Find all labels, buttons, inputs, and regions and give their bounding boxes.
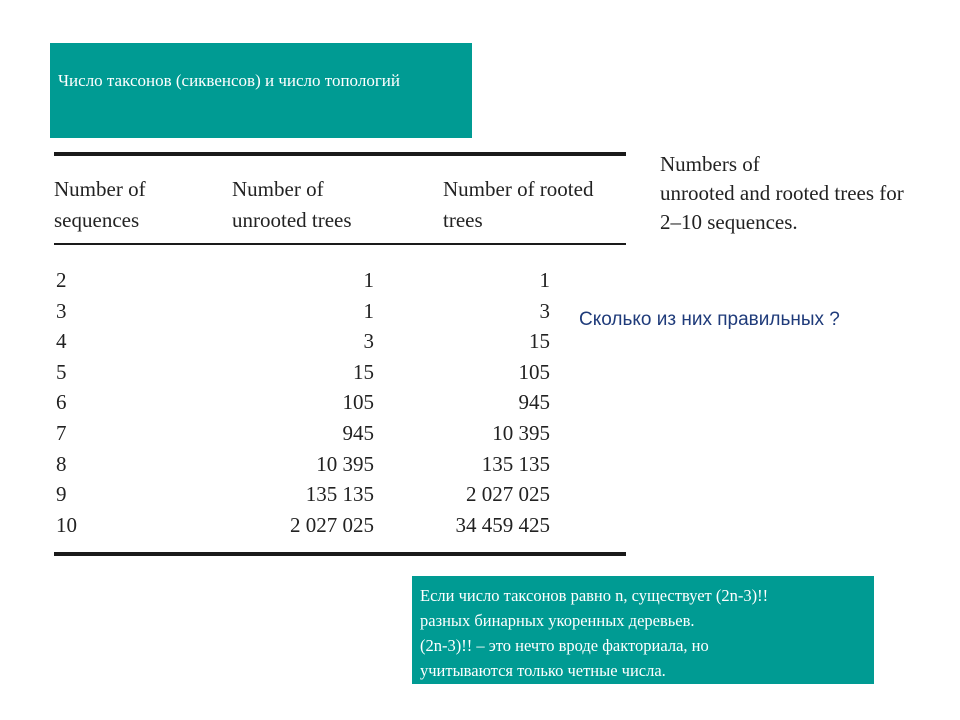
caption-line: Numbers of: [660, 152, 760, 176]
cell-unrooted: 15: [353, 359, 374, 384]
table-row: [54, 387, 626, 418]
cell-rooted: 15: [529, 329, 550, 354]
caption-line: unrooted and rooted trees for: [660, 181, 904, 205]
header-line: Number of: [54, 177, 146, 201]
caption-line: 2–10 sequences.: [660, 210, 798, 234]
cell-rooted: 135 135: [481, 451, 550, 476]
cell-sequences: 9: [56, 482, 67, 507]
note-line: Если число таксонов равно n, существует (2n-3)!!: [420, 586, 769, 605]
note-line: разных бинарных укоренных деревьев.: [420, 611, 695, 630]
header-unrooted: [232, 174, 352, 236]
table-row: [54, 418, 626, 449]
table-row: [54, 449, 626, 480]
header-line: Number of rooted: [443, 177, 594, 201]
cell-rooted: 34 459 425: [455, 512, 550, 537]
cell-sequences: 4: [56, 329, 67, 354]
note-line: (2n-3)!! – это нечто вроде факториала, но: [420, 636, 709, 655]
note-line: учитываются только четные числа.: [420, 661, 666, 680]
cell-sequences: 6: [56, 390, 67, 415]
header-line: unrooted trees: [232, 208, 352, 232]
cell-rooted: 10 395: [492, 420, 550, 445]
trees-table-body: [54, 265, 626, 540]
slide-title: Число таксонов (сиквенсов) и число топологий: [58, 71, 400, 90]
cell-unrooted: 2 027 025: [290, 512, 374, 537]
cell-unrooted: 3: [363, 329, 374, 354]
note-box: [412, 576, 874, 684]
cell-unrooted: 945: [342, 420, 374, 445]
cell-sequences: 7: [56, 420, 67, 445]
cell-unrooted: 105: [342, 390, 374, 415]
question-text: Сколько из них правильных ?: [579, 309, 840, 330]
cell-rooted: 1: [539, 268, 550, 292]
header-line: trees: [443, 208, 483, 232]
cell-unrooted: 10 395: [316, 451, 374, 476]
table-row: [54, 296, 626, 327]
cell-rooted: 2 027 025: [466, 482, 550, 507]
table-top-rule: [54, 152, 626, 156]
header-line: Number of: [232, 177, 324, 201]
table-header-rule: [54, 243, 626, 245]
cell-sequences: 3: [56, 298, 67, 323]
cell-sequences: 10: [56, 512, 77, 537]
cell-unrooted: 1: [363, 268, 374, 292]
cell-unrooted: 135 135: [305, 482, 374, 507]
table-row: [54, 326, 626, 357]
table-row: [54, 479, 626, 510]
cell-rooted: 3: [539, 298, 550, 323]
table-bottom-rule: [54, 552, 626, 556]
table-caption: [660, 150, 904, 237]
table-row: [54, 265, 626, 296]
header-rooted: [443, 174, 593, 236]
cell-rooted: 105: [518, 359, 550, 384]
cell-sequences: 5: [56, 359, 67, 384]
cell-sequences: 8: [56, 451, 67, 476]
header-line: sequences: [54, 208, 140, 232]
slide-title-box: [50, 43, 472, 138]
header-sequences: [54, 174, 146, 236]
table-row: [54, 510, 626, 541]
table-row: [54, 357, 626, 388]
cell-unrooted: 1: [363, 298, 374, 323]
cell-rooted: 945: [518, 390, 550, 415]
cell-sequences: 2: [56, 268, 67, 292]
